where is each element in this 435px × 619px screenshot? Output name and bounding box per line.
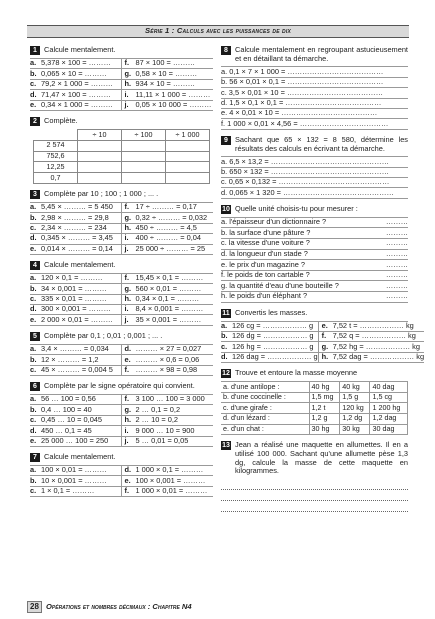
item-letter: e. [30, 435, 37, 445]
item-text: 25 000 ÷ ……… = 25 [135, 243, 206, 253]
question-text: d. la longueur d'un stade ? [221, 249, 308, 259]
exercise-list [221, 156, 408, 199]
item-letter: f. [124, 486, 130, 496]
answer-blank[interactable]: ……… [385, 259, 408, 269]
exercise-grid [30, 465, 213, 497]
exercise-item[interactable] [122, 245, 214, 255]
answer-cell[interactable] [166, 173, 210, 184]
item-text: 400 ÷ ……… = 0,04 [135, 233, 201, 243]
item-letter: c. [30, 294, 37, 303]
item-text: 100 × 0,01 = ……… [41, 465, 107, 475]
answer-line[interactable] [221, 490, 408, 501]
exercise-number: 12 [222, 370, 230, 378]
mass-row [221, 403, 408, 414]
item-letter: b. [30, 212, 37, 222]
item-letter: g. [124, 404, 132, 414]
exercise-item[interactable]: f. 1 000 × 0,01 × 4,56 = ……………………………… [221, 119, 408, 129]
exercise-item[interactable] [30, 80, 122, 90]
item-letter: d. [221, 352, 228, 362]
item-letter: h. [124, 79, 132, 89]
exercise-item[interactable]: c. 0,65 × 0,132 = ……………………………………… [221, 178, 408, 188]
item-text: 450 ÷ ……… = 4,5 [135, 223, 197, 233]
item-text: 934 × 10 = ……… [135, 79, 196, 89]
mass-row [221, 424, 408, 435]
animal-label: a. d'une antilope : [221, 382, 309, 393]
exercise-item[interactable]: c. 3,5 × 0,01 × 10 = ………………………………… [221, 88, 408, 98]
item-letter: a. [30, 58, 37, 68]
answer-cell[interactable] [122, 140, 166, 151]
unit-question[interactable] [221, 271, 408, 282]
row-value: 2 574 [34, 140, 78, 151]
exercise-grid [30, 202, 213, 255]
exercise-number: 2 [30, 117, 40, 126]
exercise-title: Complète par 0,1 ; 0,01 ; 0,001 ; ... . [44, 330, 163, 340]
mass-option[interactable]: 40 hg [309, 382, 340, 393]
exercise-title: Calcule mentalement en regroupant astucieusement et en détaillant ta démarche. [235, 45, 408, 63]
series-title: Série 1 : Calculs avec les puissances de dix [145, 26, 291, 36]
exercise-title: Calcule mentalement. [44, 451, 116, 461]
exercise-item[interactable] [122, 437, 214, 447]
item-letter: e. [30, 314, 37, 324]
item-text: 450 … 0,1 = 45 [41, 425, 92, 435]
answer-cell[interactable] [78, 140, 122, 151]
chapter-title: Opérations et nombres décimaux : Chapitre N4 [46, 601, 192, 611]
item-letter: d. [30, 89, 37, 99]
item-text: 34 × 0,001 = ……… [41, 283, 107, 293]
exercise-item[interactable] [30, 466, 122, 476]
item-text: ……… × 0,6 = 0,06 [135, 354, 200, 364]
exercise-item[interactable] [122, 305, 214, 315]
question-text: b. la surface d'une pâture ? [221, 227, 311, 237]
mass-option[interactable]: 30 kg [340, 424, 370, 435]
item-text: 2 … 10 = 0,2 [135, 415, 179, 425]
item-text: 3,4 × ……… = 0,034 [41, 344, 109, 354]
item-text: 9 000 … 10 = 900 [135, 425, 195, 435]
item-text: 5,378 × 100 = ……… [41, 58, 111, 68]
exercise-item[interactable] [30, 315, 122, 325]
mass-option[interactable]: 40 kg [340, 382, 370, 393]
answer-cell[interactable] [78, 173, 122, 184]
unit-question-list [221, 217, 408, 303]
exercise-item[interactable] [122, 487, 214, 497]
item-text: 126 dag = ……………… g [232, 352, 318, 362]
item-text: 126 hg = ……………… g [232, 341, 314, 351]
exercise-3 [30, 190, 213, 255]
item-text: 56 … 100 = 0,56 [41, 394, 96, 404]
exercise-title: Complète par le signe opératoire qui convient. [44, 381, 195, 391]
exercise-grid [30, 58, 213, 111]
item-text: 8,4 × 0,001 = ……… [135, 304, 204, 314]
exercise-number: 3 [30, 190, 40, 199]
exercise-8 [221, 46, 408, 130]
answer-blank[interactable]: ……… [385, 238, 408, 248]
exercise-number: 5 [30, 332, 40, 341]
column-header: ÷ 1 000 [166, 129, 210, 140]
item-letter: b. [30, 354, 37, 364]
item-letter: c. [30, 486, 37, 496]
exercise-item[interactable] [319, 332, 424, 342]
exercise-item[interactable] [30, 90, 122, 100]
item-letter: g. [124, 212, 132, 222]
mass-option[interactable]: 1,2 dg [340, 413, 370, 424]
item-letter: d. [124, 465, 132, 475]
item-text: 0,014 × ……… = 0,14 [41, 243, 113, 253]
item-text: 126 dg = ……………… g [232, 331, 314, 341]
item-text: 100 × 0,001 = ……… [135, 475, 206, 485]
exercise-item[interactable] [30, 395, 122, 405]
answer-cell[interactable] [166, 140, 210, 151]
answer-blank[interactable]: ……… [385, 270, 408, 280]
mass-option[interactable]: 1,2 dag [370, 413, 408, 424]
item-letter: a. [30, 394, 37, 404]
item-letter: j. [124, 243, 129, 253]
exercise-item[interactable] [30, 101, 122, 111]
exercise-10 [221, 205, 408, 303]
item-text: 0,05 × 10 000 = ……… [135, 99, 212, 109]
exercise-item[interactable] [122, 315, 214, 325]
item-letter: d. [30, 304, 37, 314]
exercise-4 [30, 261, 213, 326]
exercise-item[interactable] [30, 234, 122, 244]
exercise-list [221, 66, 408, 129]
item-text: 1 000 × 0,01 = ……… [135, 486, 208, 496]
item-text: 2,34 × ……… = 234 [41, 223, 107, 233]
answer-cell[interactable] [122, 151, 166, 162]
item-text: 15,45 × 0,1 = ……… [135, 273, 204, 283]
exercise-item[interactable] [30, 366, 122, 376]
item-text: 25 000 … 100 = 250 [41, 435, 109, 445]
exercise-item[interactable] [30, 345, 122, 355]
item-letter: h. [124, 223, 132, 233]
exercise-item[interactable] [122, 366, 214, 376]
item-letter: d. [30, 425, 37, 435]
item-letter: c. [30, 415, 37, 425]
item-text: 10 × 0,001 = ……… [41, 475, 107, 485]
item-letter: c. [30, 223, 37, 233]
item-letter: a. [30, 465, 37, 475]
exercise-item[interactable]: b. 650 × 132 = ………………………………………… [221, 168, 408, 178]
item-text: ……… × 98 = 0,98 [135, 364, 198, 374]
page-number: 28 [27, 601, 42, 613]
answer-line[interactable] [221, 501, 408, 512]
column-header: ÷ 10 [78, 129, 122, 140]
item-letter: f. [321, 331, 327, 341]
exercise-item[interactable] [122, 234, 214, 244]
exercise-item[interactable] [122, 203, 214, 213]
item-letter: e. [124, 354, 131, 364]
item-letter: b. [30, 68, 37, 78]
exercise-item[interactable] [122, 90, 214, 100]
answer-cell[interactable] [122, 173, 166, 184]
exercise-12 [221, 369, 408, 435]
exercise-title: Calcule mentalement. [44, 259, 116, 269]
answer-cell[interactable] [166, 151, 210, 162]
exercise-item[interactable] [122, 80, 214, 90]
unit-question[interactable] [221, 260, 408, 271]
item-letter: a. [30, 202, 37, 212]
item-text: 5,45 × ……… = 5 450 [41, 202, 113, 212]
exercise-item[interactable] [30, 487, 122, 497]
exercise-number: 6 [30, 382, 40, 391]
left-column [30, 46, 213, 503]
exercise-number: 7 [30, 453, 40, 462]
item-letter: a. [30, 273, 37, 283]
exercise-number: 8 [221, 46, 231, 55]
item-letter: h. [124, 415, 132, 425]
answer-cell[interactable] [78, 162, 122, 173]
item-text: 1 × 0,1 = ……… [41, 486, 95, 496]
item-text: 45 × ……… = 0,004 5 [41, 364, 113, 374]
exercise-item[interactable] [122, 101, 214, 111]
exercise-item[interactable] [30, 437, 122, 447]
question-text: f. le poids de ton cartable ? [221, 270, 310, 280]
item-text: 2,98 × ……… = 29,8 [41, 212, 109, 222]
animal-label: c. d'une girafe : [221, 403, 309, 414]
item-text: 5 … 0,01 = 0,05 [135, 435, 189, 445]
mass-option[interactable]: 30 hg [309, 424, 340, 435]
exercise-title: Convertis les masses. [235, 307, 308, 317]
item-letter: f. [124, 273, 130, 283]
exercise-grid [30, 344, 213, 376]
item-text: 0,4 … 100 = 40 [41, 404, 92, 414]
item-text: 71,47 × 100 = ……… [41, 89, 111, 99]
item-text: 0,345 × ……… = 3,45 [41, 233, 113, 243]
item-text: 300 × 0,001 = ……… [41, 304, 111, 314]
exercise-number: 9 [221, 136, 231, 145]
item-text: 3 100 … 100 = 3 000 [135, 394, 205, 404]
item-letter: g. [321, 341, 329, 351]
exercise-item[interactable]: d. 0,065 × 1 320 = ……………………………………… [221, 188, 408, 198]
exercise-item[interactable]: e. 4 × 0,01 × 10 = ………………………………… [221, 109, 408, 119]
item-letter: c. [30, 364, 37, 374]
item-letter: b. [221, 331, 228, 341]
exercise-6 [30, 382, 213, 447]
item-letter: e. [124, 475, 131, 485]
item-letter: f. [124, 58, 130, 68]
item-text: ……… × 27 = 0,027 [135, 344, 202, 354]
item-text: 87 × 100 = ……… [135, 58, 196, 68]
exercise-item[interactable] [122, 395, 214, 405]
exercise-item[interactable] [122, 416, 214, 426]
page-footer [27, 601, 357, 613]
answer-cell[interactable] [122, 162, 166, 173]
exercise-grid [30, 273, 213, 326]
exercise-item[interactable] [30, 245, 122, 255]
row-value: 12,25 [34, 162, 78, 173]
mass-option[interactable]: 40 dag [370, 382, 408, 393]
mass-option[interactable]: 30 dag [370, 424, 408, 435]
mass-option[interactable]: 1 200 hg [370, 403, 408, 414]
item-text: 1 000 × 0,1 = ……… [135, 465, 204, 475]
item-text: 12 × ……… = 1,2 [41, 354, 99, 364]
exercise-13 [221, 441, 408, 512]
item-text: 2 … 0,1 = 0,2 [135, 404, 181, 414]
item-letter: b. [30, 404, 37, 414]
item-letter: e. [321, 320, 328, 330]
answer-blank[interactable]: ……… [385, 280, 408, 290]
exercise-item[interactable] [30, 203, 122, 213]
item-text: 2 000 × 0,01 = ……… [41, 314, 113, 324]
mass-row [221, 382, 408, 393]
question-text: c. la vitesse d'une voiture ? [221, 238, 310, 248]
mass-option[interactable]: 1,2 t [309, 403, 340, 414]
item-letter: h. [124, 294, 132, 303]
exercise-item[interactable] [30, 416, 122, 426]
exercise-7 [30, 453, 213, 497]
unit-question[interactable] [221, 218, 408, 229]
exercise-item[interactable] [221, 353, 319, 363]
item-text: 560 × 0,01 = ……… [135, 283, 202, 293]
animal-label: d. d'un lézard : [221, 413, 309, 424]
exercise-item[interactable] [122, 59, 214, 69]
item-letter: e. [30, 243, 37, 253]
item-text: 0,34 × 1 000 = ……… [41, 99, 113, 109]
exercise-item[interactable] [319, 353, 424, 363]
exercise-grid [30, 394, 213, 447]
item-letter: d. [124, 344, 132, 354]
exercise-11 [221, 307, 425, 364]
item-text: 0,32 ÷ ……… = 0,032 [135, 212, 208, 222]
item-letter: a. [30, 344, 37, 354]
exercise-number: 1 [30, 46, 40, 55]
item-letter: i. [124, 304, 129, 314]
unit-question[interactable] [221, 250, 408, 261]
exercise-item[interactable] [122, 345, 214, 355]
table-corner [34, 129, 78, 140]
exercise-9 [221, 136, 408, 199]
item-letter: d. [30, 233, 37, 243]
item-text: 0,065 × 10 = ……… [41, 68, 107, 78]
exercise-number: 4 [30, 261, 40, 270]
item-text: 17 ÷ ……… = 0,17 [135, 202, 197, 212]
item-text: 7,52 hg = ……………… kg [332, 341, 420, 351]
item-letter: f. [124, 202, 130, 212]
unit-question[interactable] [221, 292, 408, 303]
exercise-grid [221, 320, 425, 364]
answer-blank[interactable]: ……… [385, 217, 408, 227]
exercise-item[interactable] [122, 466, 214, 476]
item-text: 11,11 × 1 000 = ……… [135, 89, 211, 99]
exercise-item[interactable] [30, 59, 122, 69]
item-letter: e. [30, 99, 37, 109]
item-text: 126 cg = ……………… g [232, 320, 314, 330]
exercise-item[interactable] [30, 305, 122, 315]
exercise-number: 13 [222, 442, 230, 450]
answer-cell[interactable] [78, 151, 122, 162]
exercise-item[interactable] [30, 274, 122, 284]
exercise-1 [30, 46, 213, 111]
mass-option[interactable]: 1,5 mg [309, 392, 340, 403]
mass-row [221, 392, 408, 403]
item-text: 335 × 0,01 = ……… [41, 294, 107, 303]
answer-blank[interactable]: ……… [385, 291, 408, 301]
question-text: e. le prix d'un magazine ? [221, 259, 305, 269]
item-text: 0,34 × 0,1 = ……… [135, 294, 200, 303]
item-text: 7,52 t = ……………… kg [332, 320, 414, 330]
item-letter: c. [30, 79, 37, 89]
item-letter: h. [321, 352, 329, 362]
exercise-item[interactable] [221, 332, 319, 342]
exercise-title: Trouve et entoure la masse moyenne [235, 368, 358, 378]
item-text: 0,45 … 10 = 0,045 [41, 415, 103, 425]
exercise-2 [30, 117, 213, 184]
answer-cell[interactable] [166, 162, 210, 173]
item-letter: b. [30, 475, 37, 485]
item-text: 79,2 × 1 000 = ……… [41, 79, 113, 89]
item-text: 7,52 q = ……………… kg [332, 331, 416, 341]
mass-option[interactable]: 1,5 g [340, 392, 370, 403]
exercise-title: Complète. [44, 115, 78, 125]
exercise-number: 11 [222, 309, 230, 317]
unit-question[interactable] [221, 281, 408, 292]
exercise-item[interactable] [122, 274, 214, 284]
row-value: 0,7 [34, 173, 78, 184]
answer-blank[interactable]: ……… [385, 227, 408, 237]
item-letter: b. [30, 283, 37, 293]
column-header: ÷ 100 [122, 129, 166, 140]
item-text: 7,52 dag = ……………… kg [332, 352, 425, 362]
item-letter: g. [124, 283, 132, 293]
item-letter: i. [124, 233, 129, 243]
question-text: h. le poids d'un éléphant ? [221, 291, 308, 301]
animal-label: b. d'une coccinelle : [221, 392, 309, 403]
exercise-item[interactable]: a. 6,5 × 13,2 = ………………………………………… [221, 157, 408, 167]
exercise-item[interactable]: b. 56 × 0,01 × 0,1 = ………………………………… [221, 78, 408, 88]
row-value: 752,6 [34, 151, 78, 162]
item-letter: i. [124, 425, 129, 435]
unit-question[interactable] [221, 228, 408, 239]
item-letter: f. [124, 394, 130, 404]
item-text: 35 × 0,001 = ……… [135, 314, 202, 324]
exercise-title: Jean a réalisé une maquette en allumettes. Il en a utilisé 100 000. Sachant qu'une allumette pèse 1,3 dg, calcule la masse de cette maquette en kilogrammes. [235, 440, 408, 476]
item-letter: j. [124, 99, 129, 109]
answer-blank[interactable]: ……… [385, 249, 408, 259]
item-letter: j. [124, 435, 129, 445]
exercise-number: 10 [222, 205, 230, 213]
item-letter: a. [221, 320, 228, 330]
item-text: 120 × 0,1 = ……… [41, 273, 103, 283]
question-text: g. la quantité d'eau d'une bouteille ? [221, 280, 339, 290]
mass-option[interactable]: 1,2 g [309, 413, 340, 424]
exercise-item[interactable]: a. 0,1 × 7 × 1 000 = ………………………………… [221, 67, 408, 77]
item-letter: c. [221, 341, 228, 351]
mass-choice-table [221, 381, 408, 435]
unit-question[interactable] [221, 239, 408, 250]
series-header [27, 25, 409, 38]
item-letter: i. [124, 89, 129, 99]
mass-option[interactable]: 120 kg [340, 403, 370, 414]
division-table [33, 129, 210, 184]
item-text: 0,58 × 10 = ……… [135, 68, 198, 78]
exercise-title: Sachant que 65 × 132 = 8 580, détermine les résultats des calculs en écrivant ta démarche. [235, 134, 408, 153]
mass-option[interactable]: 1,5 cg [370, 392, 408, 403]
answer-line[interactable] [221, 479, 408, 490]
exercise-title: Quelle unité choisis-tu pour mesurer : [235, 203, 358, 213]
item-letter: g. [124, 68, 132, 78]
mass-row [221, 413, 408, 424]
item-letter: j. [124, 314, 129, 324]
exercise-title: Complète par 10 ; 100 ; 1 000 ; ... . [44, 188, 159, 198]
answer-lines [221, 479, 408, 512]
exercise-5 [30, 332, 213, 376]
animal-label: e. d'un chat : [221, 424, 309, 435]
right-column [221, 45, 425, 518]
exercise-title: Calcule mentalement. [44, 45, 116, 54]
item-letter: f. [124, 364, 130, 374]
exercise-item[interactable]: d. 1,5 × 0,1 × 0,1 = ………………………………… [221, 99, 408, 109]
question-text: a. l'épaisseur d'un dictionnaire ? [221, 217, 327, 227]
